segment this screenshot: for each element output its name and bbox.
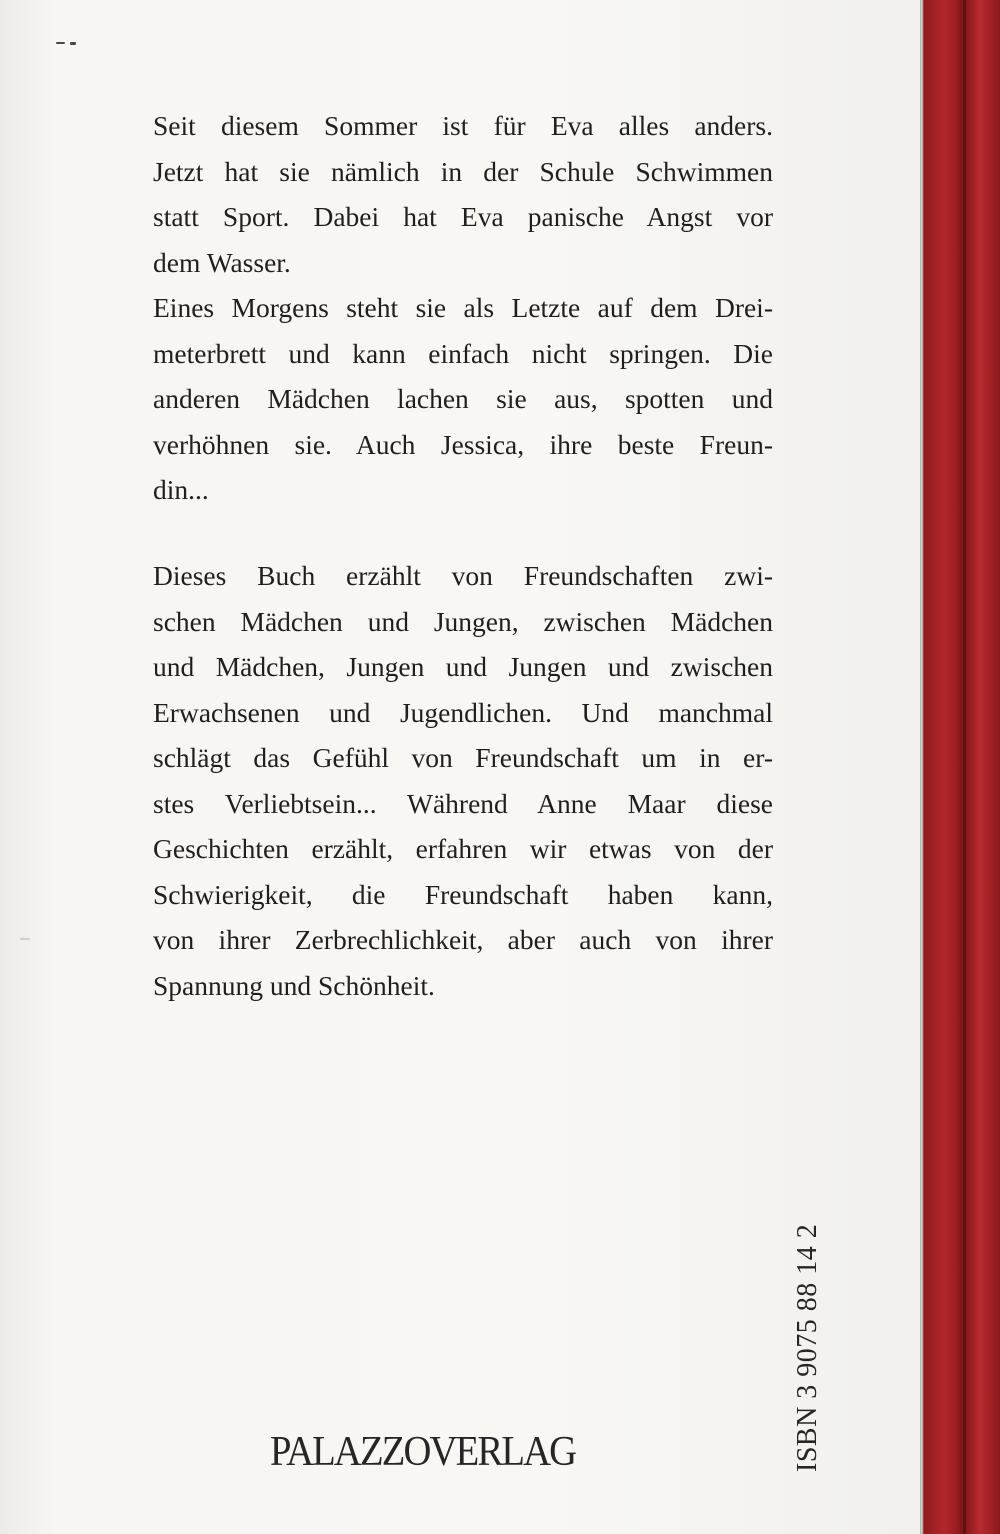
spine-fold-line (963, 0, 966, 1534)
blurb-paragraph-story (153, 103, 773, 513)
text-line: Schwierigkeit, die Freundschaft haben kann, (153, 878, 773, 910)
dust-speck (70, 42, 76, 45)
publisher-logo: PALAZZOVERLAG (270, 1429, 576, 1475)
text-line: meterbrett und kann einfach nicht springen. Die (153, 337, 773, 369)
text-line: schlägt das Gefühl von Freundschaft um in er- (153, 742, 773, 773)
text-line: verhöhnen sie. Auch Jessica, ihre beste Freun- (153, 428, 773, 460)
text-line: und Mädchen, Jungen und Jungen und zwischen (153, 651, 773, 682)
text-line: anderen Mädchen lachen sie aus, spotten und (153, 383, 773, 414)
text-line: schen Mädchen und Jungen, zwischen Mädchen (153, 605, 773, 637)
text-line: Jetzt hat sie nämlich in der Schule Schwimmen (153, 155, 773, 187)
text-line: statt Sport. Dabei hat Eva panische Angst vor (153, 201, 773, 232)
text-line: dem Wasser. (153, 246, 291, 278)
blurb-paragraph-book (153, 553, 773, 1008)
dust-speck (20, 938, 30, 940)
text-line: Dieses Buch erzählt von Freundschaften zwi- (153, 560, 773, 591)
text-line: din... (153, 474, 209, 505)
text-line: Eines Morgens steht sie als Letzte auf dem Drei- (153, 292, 773, 323)
text-line: stes Verliebtsein... Während Anne Maar diese (153, 787, 773, 819)
isbn-number: ISBN 3 9075 88 14 2 (792, 1223, 823, 1472)
red-book-spine (920, 0, 1000, 1534)
dust-speck (56, 42, 65, 44)
text-line: Seit diesem Sommer ist für Eva alles anders. (153, 110, 773, 141)
text-line: Erwachsenen und Jugendlichen. Und manchmal (153, 696, 773, 728)
text-line: Geschichten erzählt, erfahren wir etwas von der (153, 833, 773, 864)
text-line: Spannung und Schönheit. (153, 969, 435, 1001)
text-line: von ihrer Zerbrechlichkeit, aber auch von ihrer (153, 924, 773, 955)
